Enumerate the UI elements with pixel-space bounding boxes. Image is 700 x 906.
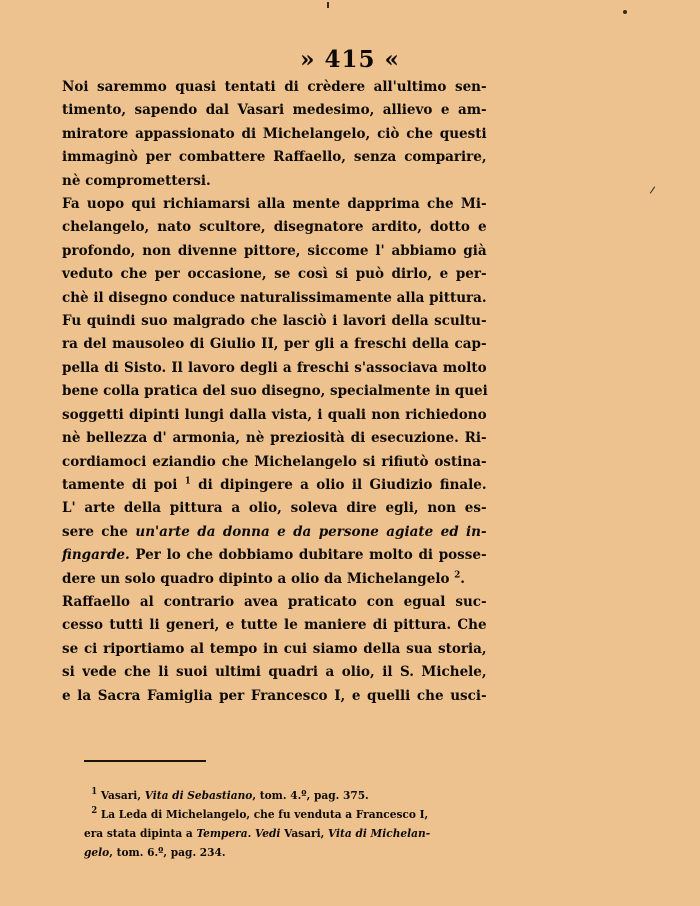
text-line: chelangelo, nato scultore, disegnatore ardito, dotto e [62, 219, 487, 236]
ink-speck-top [327, 2, 329, 8]
page-number: » 415 « [300, 46, 400, 73]
text-line: chè il disegno conduce naturalissimamente alla pittura. [62, 289, 487, 306]
text-line: Noi saremmo quasi tentati di crèdere all'ultimo sen- [62, 79, 487, 95]
text-line: L' arte della pittura a olio, soleva dire egli, non es- [62, 500, 487, 517]
text-line: si vede che li suoi ultimi quadri a olio, il S. Michele, [62, 664, 487, 681]
text-line: pella di Sisto. Il lavoro degli a freschi s'associava molto [62, 359, 487, 376]
text-line: Raffaello al contrario avea praticato con egual suc- [62, 593, 487, 610]
text-line: cordiamoci eziandio che Michelangelo si rifiutò ostina- [62, 453, 487, 470]
text-line: Fu quindi suo malgrado che lasciò i lavori della scultu- [62, 313, 487, 330]
italic-quote: fingarde. [62, 547, 130, 564]
text-line: nè bellezza d' armonia, nè preziosità di esecuzione. Ri- [62, 430, 487, 447]
text-line: veduto che per occasione, se così si può dirlo, e per- [62, 266, 487, 283]
text-fragment: sere che [62, 523, 128, 540]
footnote-2-cont [84, 824, 526, 843]
body-text [62, 76, 487, 708]
text-line: ra del mausoleo di Giulio II, per gli a freschi della cap- [62, 336, 487, 353]
footnote-ref-2: 2 [454, 569, 461, 580]
text-line [62, 474, 487, 497]
text-line: miratore appassionato di Michelangelo, ciò che questi [62, 125, 487, 142]
text-line: bene colla pratica del suo disegno, specialmente in quei [62, 383, 488, 400]
text-line: dere un solo quadro dipinto a olio da Michelangelo $^2$. [62, 569, 465, 587]
footnote-number: 2 [91, 806, 98, 817]
text-fragment: dere un solo quadro dipinto a olio da Michelangelo [62, 570, 450, 587]
text-fragment: tamente di poi [62, 476, 178, 493]
footnote-divider [84, 760, 206, 762]
footnote-text: Vasari, [100, 788, 142, 802]
footnote-title: Vita di Sebastiano [144, 788, 253, 802]
footnote-title: gelo [84, 845, 110, 859]
footnote-title: Vita di Michelan- [327, 826, 431, 840]
text-line: profondo, non divenne pittore, siccome l' abbiamo già [62, 242, 487, 259]
footnote-title: Vedi [255, 826, 281, 840]
text-line: timento, sapendo dal Vasari medesimo, allievo e am- [62, 102, 487, 119]
footnotes [84, 786, 526, 862]
footnote-1 [84, 786, 526, 805]
footnote-number: 1 [91, 787, 98, 798]
footnote-2-cont [84, 843, 526, 862]
text-fragment: di dipingere a olio il Giudizio finale. [198, 476, 487, 493]
footnote-text: , tom. 4.º, pag. 375. [252, 788, 369, 802]
text-line: se ci riportiamo al tempo in cui siamo della sua storia, [62, 640, 487, 657]
text-line: cesso tutti li generi, e tutte le maniere di pittura. Che [62, 617, 487, 634]
ink-speck-margin [650, 186, 655, 193]
text-line: e la Sacra Famiglia per Francesco I, e quelli che usci- [62, 687, 487, 704]
footnote-2 [84, 805, 526, 824]
footnote-text: era stata dipinta a [84, 826, 193, 840]
footnote-title: Tempera. [196, 826, 252, 840]
text-line: soggetti dipinti lungi dalla vista, i quali non richiedono [62, 406, 487, 423]
text-line: immaginò per combattere Raffaello, senza comparire, [62, 149, 487, 166]
text-line [62, 521, 487, 544]
footnote-text: Vasari, [284, 826, 325, 840]
text-line: nè compromettersi. [62, 172, 211, 189]
footnote-ref-1: 1 [184, 476, 191, 487]
ink-speck-right [623, 10, 627, 14]
footnote-text: , tom. 6.º, pag. 234. [109, 845, 226, 859]
text-line [62, 544, 487, 567]
text-fragment: Per lo che dobbiamo dubitare molto di posse- [135, 547, 487, 564]
text-line: Fa uopo qui richiamarsi alla mente dapprima che Mi- [62, 196, 487, 213]
footnote-text: La Leda di Michelangelo, che fu venduta a Francesco I, [100, 807, 429, 821]
italic-quote: un'arte da donna e da persone agiate ed in- [135, 523, 487, 540]
